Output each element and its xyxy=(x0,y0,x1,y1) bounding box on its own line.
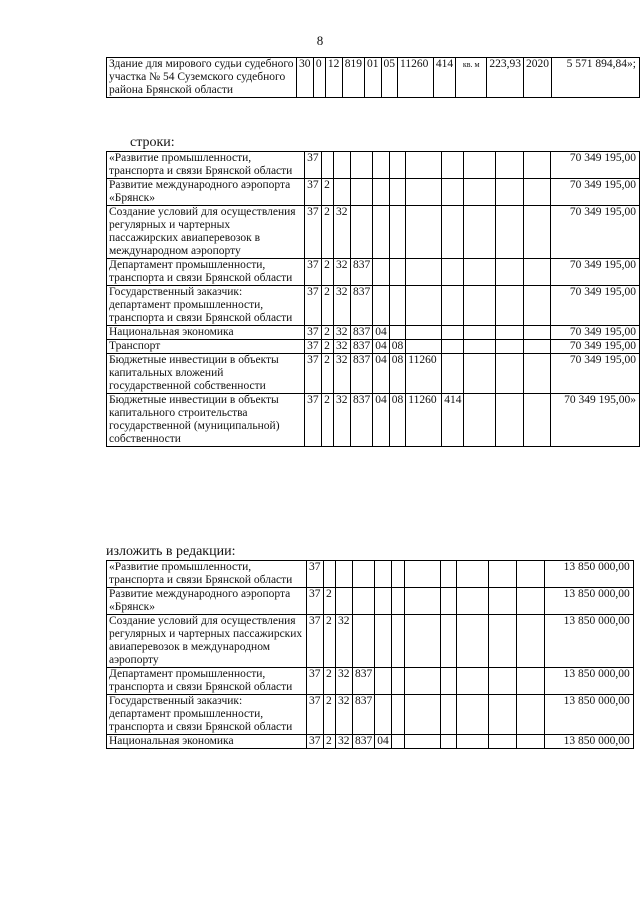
code-cell: 2 xyxy=(322,326,334,340)
code-cell xyxy=(375,615,392,668)
table-row xyxy=(107,695,634,735)
code-cell xyxy=(353,615,375,668)
table-row xyxy=(107,394,640,447)
code-cell xyxy=(373,179,390,206)
code-cell: 837 xyxy=(351,394,373,447)
code-cell: 37 xyxy=(307,615,324,668)
amount-cell: 13 850 000,00 xyxy=(544,588,633,615)
code-cell: 32 xyxy=(334,206,351,259)
code-cell xyxy=(488,615,516,668)
code-cell xyxy=(440,668,456,695)
code-cell xyxy=(404,561,440,588)
code-cell xyxy=(456,615,488,668)
code-cell: 37 xyxy=(305,259,322,286)
code-cell xyxy=(406,152,442,179)
code-cell xyxy=(373,152,390,179)
code-cell xyxy=(406,259,442,286)
amount-cell: 70 349 195,00 xyxy=(551,286,640,326)
row-name: Государственный заказчик: департамент промышленности, транспорта и связи Брянской области xyxy=(107,695,307,735)
code-cell xyxy=(440,735,456,749)
code-cell xyxy=(389,286,406,326)
code-cell xyxy=(516,695,544,735)
code-cell xyxy=(516,588,544,615)
code-cell xyxy=(442,206,464,259)
code-cell xyxy=(523,152,551,179)
code-cell xyxy=(404,588,440,615)
code-cell: 32 xyxy=(334,354,351,394)
code-cell xyxy=(334,179,351,206)
table-row xyxy=(107,286,640,326)
amount-cell: 70 349 195,00 xyxy=(551,259,640,286)
code-cell: 2 xyxy=(324,588,336,615)
code-cell xyxy=(404,735,440,749)
code-cell: 37 xyxy=(307,735,324,749)
code-cell xyxy=(495,152,523,179)
code-cell: 11260 xyxy=(406,394,442,447)
caption-lines: строки: xyxy=(130,135,175,150)
code-cell: 2 xyxy=(322,286,334,326)
code-cell xyxy=(495,354,523,394)
row-name: Здание для мирового судьи судебного участка № 54 Суземского судебного района Брянской области xyxy=(107,58,297,98)
code-cell: 37 xyxy=(305,179,322,206)
code-cell xyxy=(440,588,456,615)
row-name: Бюджетные инвестиции в объекты капитальных вложений государственной собственности xyxy=(107,354,305,394)
code-cell xyxy=(322,152,334,179)
code-cell xyxy=(464,354,496,394)
code-cell: 32 xyxy=(334,394,351,447)
code-cell xyxy=(464,152,496,179)
amount-cell: 70 349 195,00 xyxy=(551,354,640,394)
code-cell: 05 xyxy=(381,58,398,98)
code-cell xyxy=(404,615,440,668)
table-row xyxy=(107,326,640,340)
code-cell xyxy=(488,668,516,695)
row-name: Бюджетные инвестиции в объекты капитального строительства государственной (муниципальной) собственности xyxy=(107,394,305,447)
code-cell: кв. м xyxy=(456,58,487,98)
code-cell xyxy=(404,668,440,695)
code-cell xyxy=(391,735,404,749)
table-row xyxy=(107,152,640,179)
code-cell xyxy=(488,588,516,615)
code-cell xyxy=(389,326,406,340)
row-name: Развитие международного аэропорта «Брянск» xyxy=(107,588,307,615)
code-cell: 2 xyxy=(322,206,334,259)
code-cell xyxy=(440,695,456,735)
row-name: Национальная экономика xyxy=(107,326,305,340)
building-table xyxy=(106,57,640,98)
code-cell xyxy=(389,152,406,179)
amount-cell: 13 850 000,00 xyxy=(544,615,633,668)
code-cell: 32 xyxy=(334,286,351,326)
amount-cell: 70 349 195,00 xyxy=(551,206,640,259)
code-cell xyxy=(336,561,353,588)
code-cell: 837 xyxy=(351,354,373,394)
code-cell xyxy=(523,286,551,326)
code-cell: 04 xyxy=(373,394,390,447)
code-cell xyxy=(442,354,464,394)
code-cell: 837 xyxy=(351,340,373,354)
code-cell xyxy=(516,668,544,695)
code-cell xyxy=(391,588,404,615)
code-cell xyxy=(442,179,464,206)
code-cell xyxy=(351,179,373,206)
amount-cell: 5 571 894,84»; xyxy=(551,58,639,98)
table-row xyxy=(107,259,640,286)
code-cell: 08 xyxy=(389,340,406,354)
code-cell xyxy=(406,206,442,259)
code-cell: 08 xyxy=(389,354,406,394)
code-cell xyxy=(523,354,551,394)
table-row xyxy=(107,615,634,668)
code-cell: 30 xyxy=(296,58,313,98)
code-cell: 37 xyxy=(307,561,324,588)
code-cell: 08 xyxy=(389,394,406,447)
code-cell xyxy=(523,259,551,286)
code-cell: 32 xyxy=(334,340,351,354)
code-cell: 2 xyxy=(322,340,334,354)
code-cell: 837 xyxy=(353,735,375,749)
table-row xyxy=(107,58,640,98)
code-cell xyxy=(375,668,392,695)
code-cell: 04 xyxy=(375,735,392,749)
table-row xyxy=(107,340,640,354)
row-name: Транспорт xyxy=(107,340,305,354)
code-cell: 37 xyxy=(305,394,322,447)
code-cell xyxy=(389,259,406,286)
code-cell xyxy=(464,179,496,206)
code-cell xyxy=(391,668,404,695)
code-cell: 2 xyxy=(322,259,334,286)
code-cell xyxy=(456,588,488,615)
code-cell xyxy=(440,561,456,588)
table-row xyxy=(107,668,634,695)
code-cell xyxy=(373,286,390,326)
amount-cell: 70 349 195,00 xyxy=(551,179,640,206)
code-cell: 37 xyxy=(305,206,322,259)
code-cell xyxy=(523,394,551,447)
code-cell: 11260 xyxy=(398,58,434,98)
code-cell xyxy=(516,615,544,668)
code-cell xyxy=(495,206,523,259)
table-row xyxy=(107,588,634,615)
code-cell xyxy=(373,206,390,259)
code-cell: 37 xyxy=(307,695,324,735)
code-cell xyxy=(391,615,404,668)
row-name: Национальная экономика xyxy=(107,735,307,749)
amount-cell: 70 349 195,00 xyxy=(551,340,640,354)
table-row xyxy=(107,206,640,259)
code-cell xyxy=(516,735,544,749)
code-cell: 32 xyxy=(336,668,353,695)
code-cell xyxy=(442,286,464,326)
code-cell: 12 xyxy=(325,58,342,98)
code-cell: 819 xyxy=(342,58,364,98)
code-cell xyxy=(351,152,373,179)
code-cell xyxy=(391,695,404,735)
amount-cell: 70 349 195,00» xyxy=(551,394,640,447)
code-cell xyxy=(495,286,523,326)
row-name: «Развитие промышленности, транспорта и связи Брянской области xyxy=(107,152,305,179)
code-cell: 04 xyxy=(373,354,390,394)
new-rows-table xyxy=(106,560,634,749)
code-cell: 223,93 xyxy=(487,58,524,98)
code-cell xyxy=(523,206,551,259)
code-cell xyxy=(406,179,442,206)
code-cell xyxy=(442,340,464,354)
code-cell xyxy=(495,179,523,206)
code-cell xyxy=(523,326,551,340)
code-cell xyxy=(456,668,488,695)
code-cell xyxy=(353,561,375,588)
code-cell xyxy=(334,152,351,179)
code-cell: 32 xyxy=(334,326,351,340)
code-cell xyxy=(464,259,496,286)
code-cell xyxy=(336,588,353,615)
code-cell xyxy=(495,259,523,286)
code-cell xyxy=(488,695,516,735)
code-cell xyxy=(404,695,440,735)
row-name: Создание условий для осуществления регулярных и чартерных пассажирских авиаперевозок в международном аэропорту xyxy=(107,206,305,259)
code-cell xyxy=(391,561,404,588)
code-cell: 37 xyxy=(305,286,322,326)
code-cell: 37 xyxy=(305,340,322,354)
code-cell xyxy=(495,340,523,354)
table-row xyxy=(107,735,634,749)
code-cell xyxy=(464,326,496,340)
row-name: Департамент промышленности, транспорта и связи Брянской области xyxy=(107,668,307,695)
row-name: Развитие международного аэропорта «Брянск» xyxy=(107,179,305,206)
code-cell xyxy=(351,206,373,259)
code-cell xyxy=(440,615,456,668)
code-cell: 32 xyxy=(334,259,351,286)
code-cell xyxy=(464,340,496,354)
code-cell: 2 xyxy=(324,615,336,668)
code-cell xyxy=(456,695,488,735)
code-cell xyxy=(523,179,551,206)
code-cell: 837 xyxy=(351,286,373,326)
code-cell: 837 xyxy=(351,259,373,286)
code-cell xyxy=(353,588,375,615)
row-name: Создание условий для осуществления регулярных и чартерных пассажирских авиаперевозок в международном аэропорту xyxy=(107,615,307,668)
code-cell xyxy=(373,259,390,286)
code-cell xyxy=(488,561,516,588)
amount-cell: 70 349 195,00 xyxy=(551,152,640,179)
code-cell xyxy=(406,340,442,354)
code-cell xyxy=(495,326,523,340)
code-cell: 32 xyxy=(336,695,353,735)
code-cell xyxy=(442,259,464,286)
code-cell: 04 xyxy=(373,340,390,354)
code-cell xyxy=(516,561,544,588)
code-cell: 414 xyxy=(442,394,464,447)
code-cell xyxy=(375,561,392,588)
table-row xyxy=(107,179,640,206)
table-row xyxy=(107,561,634,588)
caption-edit: изложить в редакции: xyxy=(106,544,236,559)
row-name: Государственный заказчик: департамент промышленности, транспорта и связи Брянской области xyxy=(107,286,305,326)
code-cell xyxy=(406,286,442,326)
amount-cell: 13 850 000,00 xyxy=(544,561,633,588)
code-cell xyxy=(324,561,336,588)
code-cell: 11260 xyxy=(406,354,442,394)
old-rows-table xyxy=(106,151,640,447)
row-name: «Развитие промышленности, транспорта и связи Брянской области xyxy=(107,561,307,588)
code-cell xyxy=(375,588,392,615)
code-cell: 2 xyxy=(324,668,336,695)
code-cell: 2 xyxy=(322,394,334,447)
code-cell: 2 xyxy=(322,354,334,394)
code-cell: 837 xyxy=(353,695,375,735)
code-cell: 837 xyxy=(353,668,375,695)
amount-cell: 13 850 000,00 xyxy=(544,735,633,749)
code-cell: 2 xyxy=(324,735,336,749)
code-cell xyxy=(389,179,406,206)
code-cell xyxy=(442,152,464,179)
row-name: Департамент промышленности, транспорта и связи Брянской области xyxy=(107,259,305,286)
code-cell: 2 xyxy=(324,695,336,735)
amount-cell: 13 850 000,00 xyxy=(544,695,633,735)
code-cell xyxy=(488,735,516,749)
code-cell: 837 xyxy=(351,326,373,340)
code-cell: 37 xyxy=(305,152,322,179)
code-cell: 414 xyxy=(433,58,455,98)
code-cell xyxy=(523,340,551,354)
code-cell: 32 xyxy=(336,735,353,749)
code-cell: 37 xyxy=(307,668,324,695)
code-cell xyxy=(464,286,496,326)
code-cell: 2020 xyxy=(523,58,551,98)
table-row xyxy=(107,354,640,394)
code-cell: 37 xyxy=(307,588,324,615)
code-cell: 37 xyxy=(305,354,322,394)
amount-cell: 70 349 195,00 xyxy=(551,326,640,340)
code-cell xyxy=(456,561,488,588)
code-cell: 37 xyxy=(305,326,322,340)
code-cell: 2 xyxy=(322,179,334,206)
code-cell: 01 xyxy=(365,58,382,98)
code-cell xyxy=(456,735,488,749)
code-cell xyxy=(375,695,392,735)
code-cell: 0 xyxy=(313,58,325,98)
code-cell xyxy=(464,394,496,447)
code-cell xyxy=(495,394,523,447)
code-cell xyxy=(406,326,442,340)
code-cell xyxy=(389,206,406,259)
code-cell xyxy=(442,326,464,340)
code-cell: 04 xyxy=(373,326,390,340)
page-number: 8 xyxy=(316,33,324,48)
amount-cell: 13 850 000,00 xyxy=(544,668,633,695)
code-cell: 32 xyxy=(336,615,353,668)
code-cell xyxy=(464,206,496,259)
